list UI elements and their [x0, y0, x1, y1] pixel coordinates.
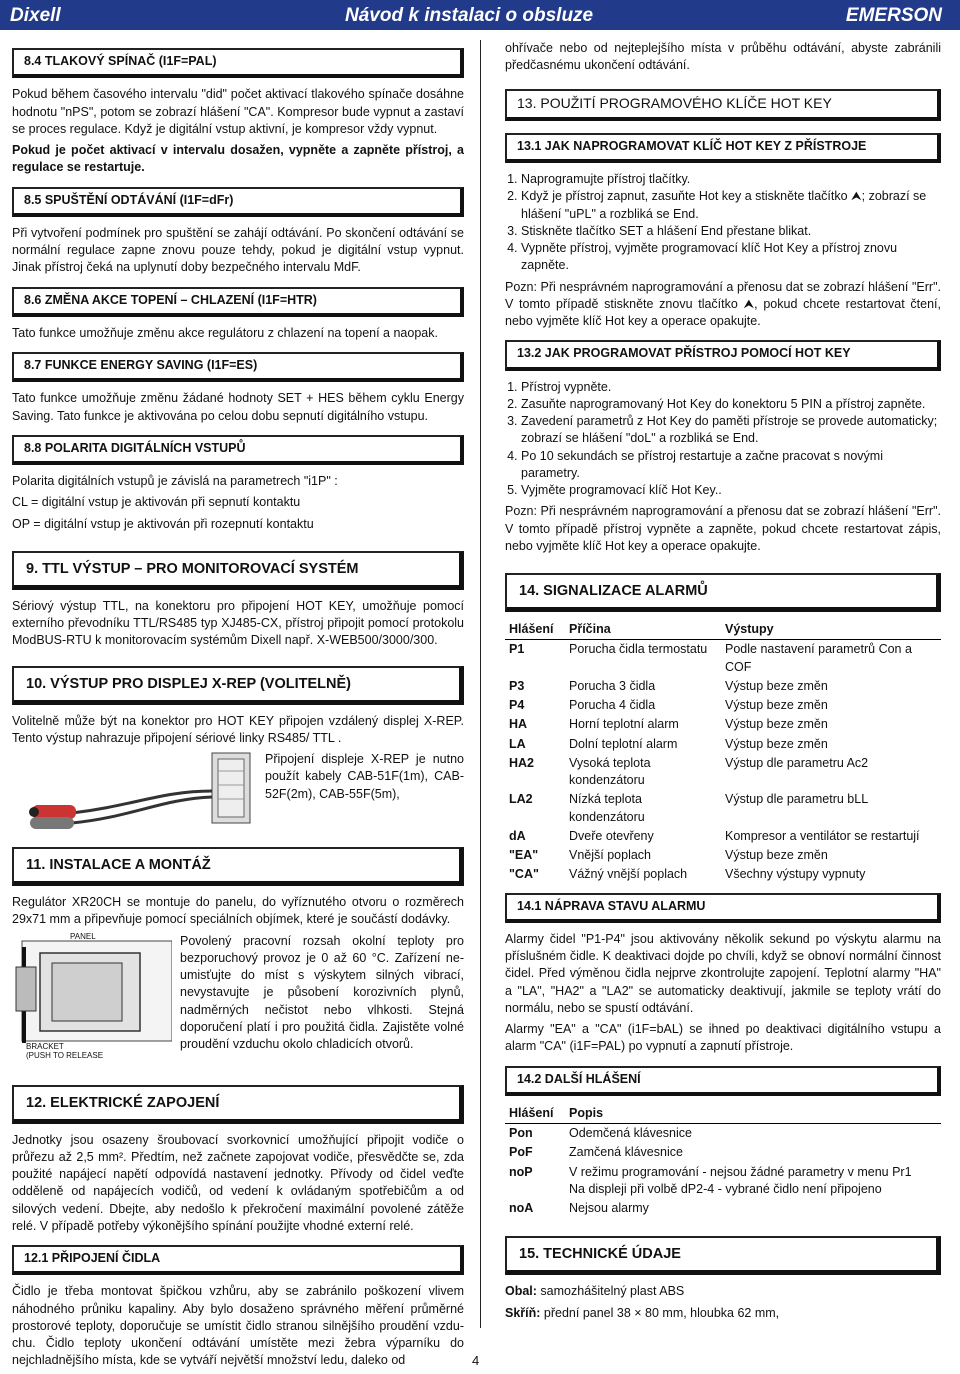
hotkey-load-steps — [505, 379, 941, 500]
message-desc: Zamčená klávesnice — [569, 1145, 683, 1160]
alarm-output: Výstup beze změn — [725, 698, 828, 713]
polarity-op: OP = digitální vstup je aktivován při rozepnutí kontaktu — [12, 516, 314, 531]
section-8-8-title: 8.8 POLARITA DIGITÁLNÍCH VSTUPŮ — [12, 435, 464, 465]
page-header — [0, 0, 960, 30]
section-8-7-text: Tato funkce umožňuje změnu žádané hodnoty SET + HES během cyklu Energy Saving. Tato funkce je aktivována po celou dobu sepnutí digitálního vstupu. — [12, 391, 464, 423]
section-14-1-title: 14.1 NÁPRAVA STAVU ALARMU — [505, 893, 941, 923]
spec-skrin-label: Skříň: — [505, 1305, 541, 1320]
alarm-code: P3 — [509, 678, 525, 693]
section-11-title: 11. INSTALACE A MONTÁŽ — [12, 847, 464, 886]
section-13-2-note: Pozn: Při nesprávném naprogramování a přenosu dat se zobrazí hlášení "Err". V tomto případě přístroj vypněte a zapněte, pokud chcete restartovat zápis, nebo vyjměte klíč Hot key a operace opakujte. — [505, 504, 941, 553]
alarm-cause: Vysoká teplota kondenzátoru — [569, 755, 651, 788]
section-11-env-text: Povolený pracovní rozsah okolní teploty pro bezporuchový provoz je 0 až 60 °C. Zařízení ne-umisťujte do míst s výskytem silných vibrací, nevystavujte je působení korozivních plynů, nadměrných nečistot nebo vlhkosti. Stejná doporučení platí i pro použitá čidla. Zajistěte volné proudění vzduchu okolo chladicích otvorů. — [180, 933, 464, 1051]
spec-skrin — [505, 1305, 941, 1322]
message-desc: Odemčená klávesnice — [569, 1126, 692, 1141]
header-brand-left: Dixell — [10, 5, 61, 26]
alarm-cause: Porucha 4 čidla — [569, 698, 656, 713]
section-10-cables: Připojení displeje X-REP je nutno použít kabely CAB-51F(1m), CAB-52F(2m), CAB-55F(5m), — [265, 752, 464, 801]
table-row — [505, 827, 941, 846]
table-row — [505, 754, 941, 791]
alarm-code: HA — [509, 717, 528, 732]
page-number: 4 — [472, 1353, 480, 1368]
message-code: noA — [509, 1201, 534, 1216]
xrep-cable-image — [12, 751, 257, 833]
header-brand-right: EMERSON — [845, 5, 942, 26]
alarm-table — [505, 620, 941, 885]
section-12-1-text: Čidlo je třeba montovat špičkou vzhůru, aby se zabránilo poškození vlivem náhodného průniku kapaliny. Aby bylo dosaženo správného měření průměrné prostorové teploty, doporučuje se umístit čidlo stranou silnějšího proudění vzdu-chu. Čidlo teploty ukončení odtávání umístěte mezi žebra výparníku do nejchladnějšího místa, kde se vytváří největší množství ledu, daleko od — [12, 1284, 464, 1368]
left-column — [12, 40, 464, 1374]
section-13-1-title: 13.1 JAK NAPROGRAMOVAT KLÍČ HOT KEY Z PŘÍSTROJE — [505, 133, 941, 163]
table-row — [505, 865, 941, 884]
section-8-5-title: 8.5 SPUŠTĚNÍ ODTÁVÁNÍ (I1F=dFr) — [12, 187, 464, 217]
alarm-cause: Horní teplotní alarm — [569, 717, 679, 732]
section-9-text: Sériový výstup TTL, na konektoru pro připojení HOT KEY, umožňuje pomocí externího převodníku TTL/RS485 typ XJ485-CX, přístroj připojit pomocí protokolu ModBUS-RTU k monitorovacím systémům Dixell např. X-WEB500/3000/300. — [12, 598, 464, 648]
alarm-code: "CA" — [509, 867, 539, 882]
message-code: noP — [509, 1164, 533, 1179]
table-header-row — [505, 1104, 941, 1124]
section-13-1-note: Pozn: Při nesprávném naprogramování a přenosu dat se zobrazí hlášení "Err". V tomto případě stiskněte znovu tlačítko ⮝, pokud chcete restartovat čtení, nebo vyjměte klíč Hot key a operace opakujte. — [505, 279, 941, 329]
spec-obal — [505, 1283, 941, 1300]
alarm-code: LA2 — [509, 792, 533, 807]
alarm-cause: Porucha 3 čidla — [569, 678, 656, 693]
section-8-5-text: Při vytvoření podmínek pro spuštění se zahájí odtávání. Po skončení odtávání se normální regulace zapne znovu pouze tehdy, pokud je digitální vstup vypnut. Jinak přístroj čeká na uplynutí doby bezpečného intervalu MdF. — [12, 225, 464, 275]
table-row — [505, 677, 941, 696]
message-desc: Nejsou alarmy — [569, 1201, 649, 1216]
alarm-cause: Vážný vnější poplach — [569, 867, 688, 882]
alarm-output: Všechny výstupy vypnuty — [725, 867, 866, 882]
section-8-4-text: Pokud během časového intervalu "did" počet aktivací tlakového spínače dosáhne hodnotu "nPS", potom se zobrazí hlášení "CA". Kompresor bude vypnut a zastaví se proces regulace. Když je digitální vstup aktivní, je kompresor vždy vypnut. — [12, 87, 464, 136]
list-item: 1. Naprogramujte přístroj tlačítky. — [521, 171, 941, 188]
section-14-title: 14. SIGNALIZACE ALARMŮ — [505, 573, 941, 612]
mounting-diagram — [12, 933, 172, 1061]
alarm-cause: Porucha čidla termostatu — [569, 642, 708, 657]
message-code: PoF — [509, 1145, 533, 1160]
message-desc: V režimu programování - nejsou žádné parametry v menu Pr1 Na displeji při volbě dP2-4 - vybrané čidlo není připojeno — [569, 1164, 912, 1196]
table-row — [505, 696, 941, 715]
messages-table — [505, 1104, 941, 1219]
col-header: Popis — [565, 1104, 941, 1124]
section-8-6-text: Tato funkce umožňuje změnu akce regulátoru z chlazení na topení a naopak. — [12, 325, 438, 340]
section-11-text: Regulátor XR20CH se montuje do panelu, do vyříznutého otvoru o rozměrech 29x71 mm a připevňuje pomocí speciálních objímek, které je součástí dodávky. — [12, 895, 464, 927]
col-header: Hlášení — [505, 620, 565, 640]
alarm-code: HA2 — [509, 755, 535, 770]
section-14-2-title: 14.2 DALŠÍ HLÁŠENÍ — [505, 1066, 941, 1096]
table-header-row — [505, 620, 941, 640]
section-12-title: 12. ELEKTRICKÉ ZAPOJENÍ — [12, 1085, 464, 1124]
fig-bracket-label: BRACKET — [26, 1041, 64, 1051]
section-10-text: Volitelně může být na konektor pro HOT KEY připojen vzdálený displej X-REP. Tento výstup nahrazuje připojení sériové linky RS485/ TTL . — [12, 713, 464, 745]
spec-obal-label: Obal: — [505, 1284, 537, 1299]
alarm-code: P4 — [509, 698, 525, 713]
alarm-cause: Dveře otevřeny — [569, 828, 654, 843]
section-8-7-title: 8.7 FUNKCE ENERGY SAVING (I1F=ES) — [12, 352, 464, 382]
list-item: 2. Zasuňte naprogramovaný Hot Key do konektoru 5 PIN a přístroj zapněte. — [521, 396, 941, 413]
section-8-6-title: 8.6 ZMĚNA AKCE TOPENÍ – CHLAZENÍ (I1F=HTR) — [12, 287, 464, 317]
table-row — [505, 715, 941, 734]
spec-obal-value: samozhášitelný plast ABS — [536, 1284, 685, 1299]
polarity-cl: CL = digitální vstup je aktivován při sepnutí kontaktu — [12, 495, 301, 510]
list-item: 4. Po 10 sekundách se přístroj restartuje a začne pracovat s novými parametry. — [521, 448, 941, 483]
list-item: 3. Stiskněte tlačítko SET a hlášení End přestane blikat. — [521, 223, 941, 240]
message-code: Pon — [509, 1126, 533, 1141]
list-item: 2. Když je přístroj zapnut, zasuňte Hot key a stiskněte tlačítko ⮝; zobrazí se hlášení "uPL" a rozbliká se End. — [521, 188, 941, 223]
table-row — [505, 1124, 941, 1144]
alarm-code: dA — [509, 828, 526, 843]
alarm-cause: Dolní teplotní alarm — [569, 736, 678, 751]
alarm-code: LA — [509, 736, 526, 751]
alarm-output: Kompresor a ventilátor se restartují — [725, 828, 920, 843]
table-row — [505, 790, 941, 827]
list-item: 1. Přístroj vypněte. — [521, 379, 941, 396]
section-13-2-title: 13.2 JAK PROGRAMOVAT PŘÍSTROJ POMOCÍ HOT KEY — [505, 340, 941, 370]
table-row — [505, 846, 941, 865]
section-8-8-text: Polarita digitálních vstupů je závislá na parametrech "i1P" : — [12, 474, 338, 488]
section-13-title: 13. POUŽITÍ PROGRAMOVÉHO KLÍČE HOT KEY — [505, 89, 941, 121]
section-14-1-text-2: Alarmy "EA" a "CA" (i1F=bAL) se ihned po deaktivaci digitálního vstupu a alarm "CA" (i1F=PAL) po vypnutí a zapnutí přístroje. — [505, 1022, 941, 1054]
table-row — [505, 1199, 941, 1218]
table-row — [505, 1163, 941, 1200]
col-header: Výstupy — [721, 620, 941, 640]
alarm-output: Výstup beze změn — [725, 717, 828, 732]
alarm-cause: Nízká teplota kondenzátoru — [569, 792, 645, 824]
section-14-1-text: Alarmy čidel "P1-P4" jsou aktivovány několik sekund po výskytu alarmu na příslušném čidle. K deaktivaci dojde po chvíli, když se obnoví normální činnost čidel. Před výměnou čidla nejprve zkontrolujte zapojení. Teplotní alarmy "HA" a "LA", "HA2" a "LA2" se automaticky deaktivují, jakmile se teploty vrátí do normálu, nebo se spustí odtávání. — [505, 931, 941, 1015]
table-row — [505, 735, 941, 754]
section-9-title: 9. TTL VÝSTUP – PRO MONITOROVACÍ SYSTÉM — [12, 551, 464, 590]
alarm-output: Výstup beze změn — [725, 736, 828, 751]
intro-text: ohřívače nebo od nejteplejšího místa v průběhu odtávání, abyste zabránili předčasnému ukončení odtávání. — [505, 41, 941, 73]
fig-push-label: (PUSH TO RELEASE — [26, 1050, 104, 1060]
alarm-cause: Vnější poplach — [569, 848, 652, 863]
section-12-text: Jednotky jsou osazeny šroubovací svorkovnicí umožňující připojit vodiče o průřezu až 2,5 mm². Předtím, než začnete zapojovat vodiče, přesvědčte se, zda použité napájecí napětí odpovídá nastavení jednotky. Přívody od čidel veďte odděleně od napájecích vodičů, od vedení k ovládaným spotřebičům a od silových vedení. Dbejte, aby nedošlo k překročení maximální povolené zátěže relé. V případě potřeby výkonějšího spínání použijte vhodné externí relé. — [12, 1132, 464, 1233]
table-row — [505, 640, 941, 677]
section-15-title: 15. TECHNICKÉ ÚDAJE — [505, 1236, 941, 1275]
right-column — [505, 40, 941, 1326]
col-header: Hlášení — [505, 1104, 565, 1124]
list-item: 3. Zavedení parametrů z Hot Key do paměti přístroje se provede automaticky; zobrazí se hlášení "doL" a rozbliká se End. — [521, 413, 941, 448]
alarm-output: Výstup dle parametru Ac2 — [725, 755, 869, 770]
section-10-title: 10. VÝSTUP PRO DISPLEJ X-REP (VOLITELNĚ) — [12, 666, 464, 705]
alarm-output: Podle nastavení parametrů Con a COF — [725, 642, 912, 674]
header-title: Návod k instalaci o obsluze — [345, 5, 594, 26]
col-header: Příčina — [565, 620, 721, 640]
hotkey-program-steps — [505, 171, 941, 275]
spec-skrin-value: přední panel 38 × 80 mm, hloubka 62 mm, — [540, 1305, 780, 1320]
alarm-output: Výstup dle parametru bLL — [725, 792, 869, 807]
list-item: 4. Vypněte přístroj, vyjměte programovací klíč Hot Key a přístroj znovu zapněte. — [521, 240, 941, 275]
section-8-4-bold: Pokud je počet aktivací v intervalu dosažen, vypněte a zapněte přístroj, a regulace se restartuje. — [12, 143, 464, 175]
table-row — [505, 1143, 941, 1162]
section-8-4-title: 8.4 TLAKOVÝ SPÍNAČ (I1F=PAL) — [12, 48, 464, 78]
alarm-code: P1 — [509, 642, 525, 657]
alarm-output: Výstup beze změn — [725, 848, 828, 863]
alarm-code: "EA" — [509, 848, 539, 863]
section-12-1-title: 12.1 PŘIPOJENÍ ČIDLA — [12, 1245, 464, 1275]
alarm-output: Výstup beze změn — [725, 678, 828, 693]
column-divider — [480, 40, 481, 1328]
fig-panel-label: PANEL — [70, 932, 96, 941]
list-item: 5. Vyjměte programovací klíč Hot Key.. — [521, 482, 941, 499]
